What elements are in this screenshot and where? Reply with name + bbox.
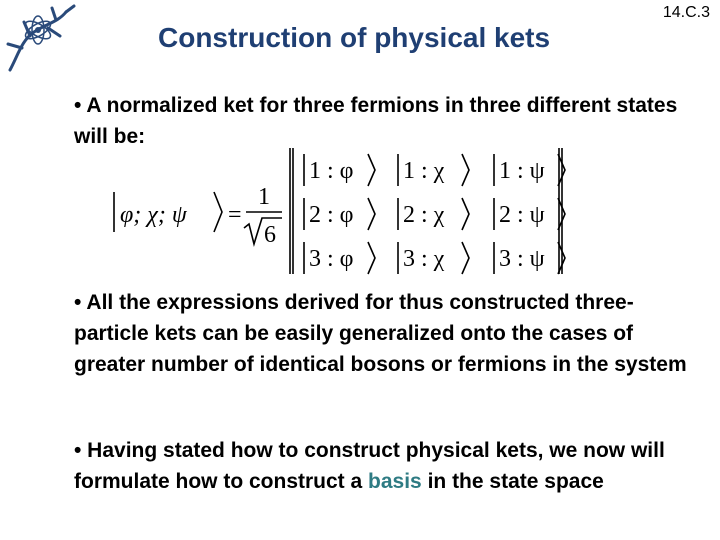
ket-cell: 1 : χ (403, 158, 445, 184)
bullet-basis (74, 435, 674, 497)
ket-cell: 2 : χ (403, 202, 445, 228)
fraction-numerator: 1 (258, 184, 270, 210)
ket-cell: 1 : φ (309, 158, 354, 184)
sqrt-argument: 6 (264, 222, 276, 248)
ket-cell: 3 : χ (403, 246, 445, 272)
bullet-basis-text-after: in the state space (421, 470, 604, 493)
slide-title: Construction of physical kets (158, 22, 551, 53)
atom-lizard-logo-icon (0, 0, 78, 78)
ket-cell: 3 : ψ (499, 246, 545, 272)
svg-text:=: = (228, 202, 242, 228)
bullet-normalized-ket: • A normalized ket for three fermions in three different states will be: (74, 94, 678, 148)
ket-cell: 1 : ψ (499, 158, 545, 184)
normalized-ket-equation (104, 140, 574, 280)
ket-lhs: φ; χ; ψ (120, 202, 187, 228)
bullet-basis-text-before: • Having stated how to construct physical kets, we now will formulate how to construct a (74, 439, 665, 493)
ket-cell: 2 : φ (309, 202, 354, 228)
basis-highlight: basis (368, 470, 422, 493)
slide-number: 14.C.3 (662, 4, 710, 21)
ket-cell: 2 : ψ (499, 202, 545, 228)
bullet-generalization: • All the expressions derived for thus constructed three-particle kets can be easily generalized onto the cases of greater number of identical bosons or fermions in the system (74, 291, 687, 376)
ket-cell: 3 : φ (309, 246, 354, 272)
